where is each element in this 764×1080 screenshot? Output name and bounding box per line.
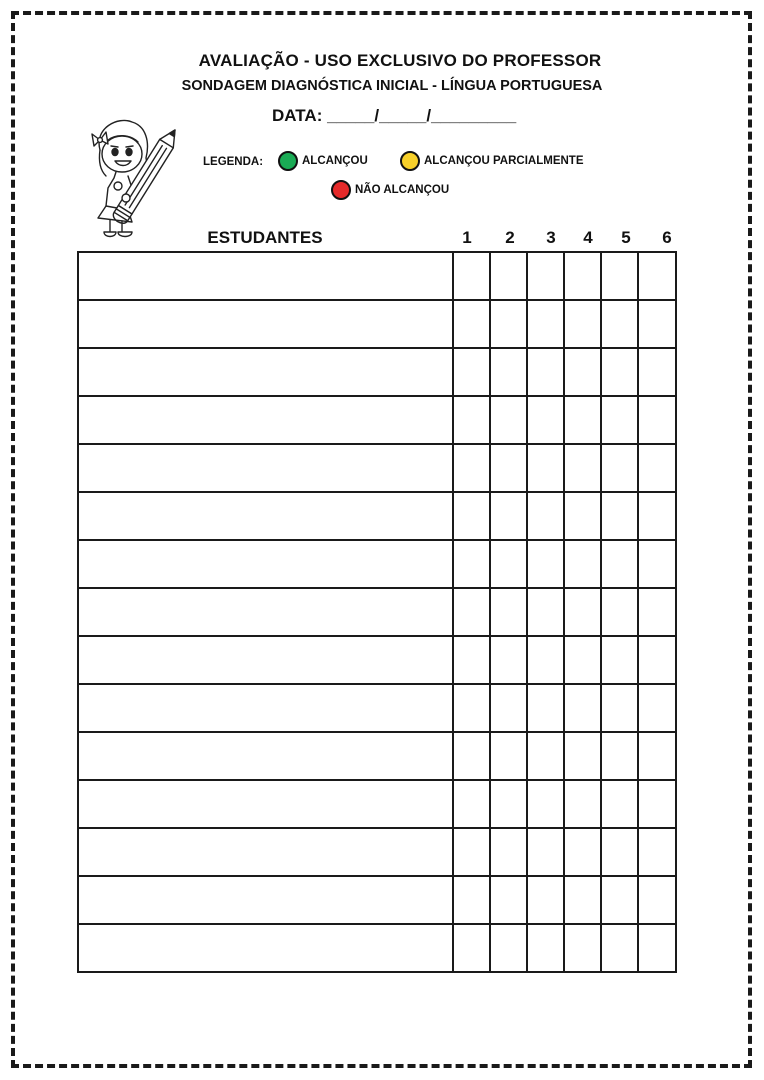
page-title: AVALIAÇÃO - USO EXCLUSIVO DO PROFESSOR (198, 51, 602, 70)
column-headers (0, 228, 764, 250)
score-cell-4[interactable] (564, 924, 601, 972)
score-cell-3[interactable] (527, 924, 564, 972)
score-cell-5[interactable] (601, 780, 638, 828)
table-row (78, 396, 676, 444)
yellow-dot-icon (400, 151, 420, 171)
score-cell-5[interactable] (601, 300, 638, 348)
students-column-header: ESTUDANTES (207, 228, 323, 247)
column-header-4: 4 (583, 228, 593, 247)
student-name-cell[interactable] (78, 636, 453, 684)
score-cell-3[interactable] (527, 732, 564, 780)
score-cell-1[interactable] (453, 396, 490, 444)
score-cell-3[interactable] (527, 348, 564, 396)
score-cell-2[interactable] (490, 588, 527, 636)
score-cell-4[interactable] (564, 588, 601, 636)
student-name-cell[interactable] (78, 588, 453, 636)
score-cell-4[interactable] (564, 444, 601, 492)
score-cell-2[interactable] (490, 732, 527, 780)
score-cell-3[interactable] (527, 396, 564, 444)
score-cell-5[interactable] (601, 396, 638, 444)
table-row (78, 780, 676, 828)
score-cell-3[interactable] (527, 588, 564, 636)
student-name-cell[interactable] (78, 828, 453, 876)
score-cell-3[interactable] (527, 636, 564, 684)
score-cell-1[interactable] (453, 300, 490, 348)
table-row (78, 636, 676, 684)
score-cell-6[interactable] (638, 684, 676, 732)
column-header-2: 2 (505, 228, 515, 247)
student-name-cell[interactable] (78, 396, 453, 444)
score-cell-2[interactable] (490, 396, 527, 444)
score-cell-3[interactable] (527, 684, 564, 732)
score-cell-2[interactable] (490, 492, 527, 540)
score-cell-5[interactable] (601, 684, 638, 732)
score-cell-4[interactable] (564, 780, 601, 828)
score-cell-1[interactable] (453, 876, 490, 924)
legend-item-label: NÃO ALCANÇOU (355, 184, 450, 196)
score-cell-2[interactable] (490, 252, 527, 300)
student-name-cell[interactable] (78, 684, 453, 732)
score-cell-3[interactable] (527, 540, 564, 588)
score-cell-4[interactable] (564, 300, 601, 348)
score-cell-3[interactable] (527, 252, 564, 300)
student-name-cell[interactable] (78, 300, 453, 348)
score-cell-6[interactable] (638, 348, 676, 396)
score-cell-6[interactable] (638, 636, 676, 684)
score-cell-1[interactable] (453, 492, 490, 540)
table-row (78, 588, 676, 636)
score-cell-6[interactable] (638, 732, 676, 780)
score-cell-1[interactable] (453, 348, 490, 396)
students-table (77, 251, 677, 973)
table-row (78, 492, 676, 540)
red-dot-icon (331, 180, 351, 200)
column-header-5: 5 (621, 228, 631, 247)
score-cell-4[interactable] (564, 684, 601, 732)
girl-with-pencil-icon (88, 114, 188, 240)
student-name-cell[interactable] (78, 348, 453, 396)
student-name-cell[interactable] (78, 876, 453, 924)
score-cell-1[interactable] (453, 252, 490, 300)
score-cell-5[interactable] (601, 924, 638, 972)
score-cell-4[interactable] (564, 492, 601, 540)
score-cell-2[interactable] (490, 300, 527, 348)
legend-item-label: ALCANÇOU (302, 155, 368, 167)
table-row (78, 444, 676, 492)
score-cell-2[interactable] (490, 444, 527, 492)
column-header-6: 6 (662, 228, 672, 247)
score-cell-1[interactable] (453, 636, 490, 684)
score-cell-4[interactable] (564, 348, 601, 396)
column-header-3: 3 (546, 228, 556, 247)
score-cell-1[interactable] (453, 444, 490, 492)
score-cell-6[interactable] (638, 876, 676, 924)
score-cell-5[interactable] (601, 636, 638, 684)
score-cell-2[interactable] (490, 780, 527, 828)
table-row (78, 684, 676, 732)
table-row (78, 828, 676, 876)
score-cell-2[interactable] (490, 828, 527, 876)
score-cell-4[interactable] (564, 396, 601, 444)
score-cell-6[interactable] (638, 588, 676, 636)
page-subtitle: SONDAGEM DIAGNÓSTICA INICIAL - LÍNGUA PORTUGUESA (181, 78, 603, 94)
legend-label: LEGENDA: (203, 156, 264, 168)
score-cell-3[interactable] (527, 444, 564, 492)
score-cell-2[interactable] (490, 876, 527, 924)
column-header-1: 1 (462, 228, 472, 247)
score-cell-6[interactable] (638, 444, 676, 492)
score-cell-5[interactable] (601, 876, 638, 924)
table-row (78, 924, 676, 972)
table-row (78, 348, 676, 396)
score-cell-2[interactable] (490, 348, 527, 396)
table-row (78, 876, 676, 924)
score-cell-6[interactable] (638, 828, 676, 876)
score-cell-5[interactable] (601, 492, 638, 540)
score-cell-1[interactable] (453, 780, 490, 828)
legend-item-label: ALCANÇOU PARCIALMENTE (424, 155, 584, 167)
score-cell-2[interactable] (490, 684, 527, 732)
score-cell-6[interactable] (638, 780, 676, 828)
score-cell-4[interactable] (564, 252, 601, 300)
score-cell-6[interactable] (638, 300, 676, 348)
score-cell-4[interactable] (564, 876, 601, 924)
score-cell-5[interactable] (601, 540, 638, 588)
score-cell-3[interactable] (527, 828, 564, 876)
score-cell-6[interactable] (638, 492, 676, 540)
score-cell-5[interactable] (601, 588, 638, 636)
score-cell-2[interactable] (490, 540, 527, 588)
score-cell-3[interactable] (527, 492, 564, 540)
score-cell-6[interactable] (638, 540, 676, 588)
green-dot-icon (278, 151, 298, 171)
score-cell-5[interactable] (601, 252, 638, 300)
table-row (78, 252, 676, 300)
score-cell-1[interactable] (453, 732, 490, 780)
score-cell-3[interactable] (527, 780, 564, 828)
table-row (78, 732, 676, 780)
score-cell-1[interactable] (453, 588, 490, 636)
score-cell-5[interactable] (601, 348, 638, 396)
score-cell-3[interactable] (527, 300, 564, 348)
student-name-cell[interactable] (78, 252, 453, 300)
score-cell-2[interactable] (490, 924, 527, 972)
score-cell-3[interactable] (527, 876, 564, 924)
score-cell-2[interactable] (490, 636, 527, 684)
student-name-cell[interactable] (78, 780, 453, 828)
legend-item-partially-achieved (400, 151, 584, 171)
student-name-cell[interactable] (78, 732, 453, 780)
score-cell-5[interactable] (601, 732, 638, 780)
legend-item-not-achieved (331, 180, 449, 200)
table-row (78, 300, 676, 348)
student-name-cell[interactable] (78, 444, 453, 492)
legend-item-achieved (278, 151, 368, 171)
student-name-cell[interactable] (78, 924, 453, 972)
score-cell-1[interactable] (453, 828, 490, 876)
score-cell-5[interactable] (601, 828, 638, 876)
score-cell-4[interactable] (564, 732, 601, 780)
score-cell-1[interactable] (453, 924, 490, 972)
score-cell-1[interactable] (453, 684, 490, 732)
score-cell-6[interactable] (638, 396, 676, 444)
student-name-cell[interactable] (78, 540, 453, 588)
score-cell-4[interactable] (564, 540, 601, 588)
score-cell-4[interactable] (564, 828, 601, 876)
score-cell-6[interactable] (638, 252, 676, 300)
score-cell-4[interactable] (564, 636, 601, 684)
date-field: DATA: _____/_____/_________ (272, 106, 517, 125)
score-cell-1[interactable] (453, 540, 490, 588)
score-cell-5[interactable] (601, 444, 638, 492)
student-name-cell[interactable] (78, 492, 453, 540)
score-cell-6[interactable] (638, 924, 676, 972)
table-row (78, 540, 676, 588)
